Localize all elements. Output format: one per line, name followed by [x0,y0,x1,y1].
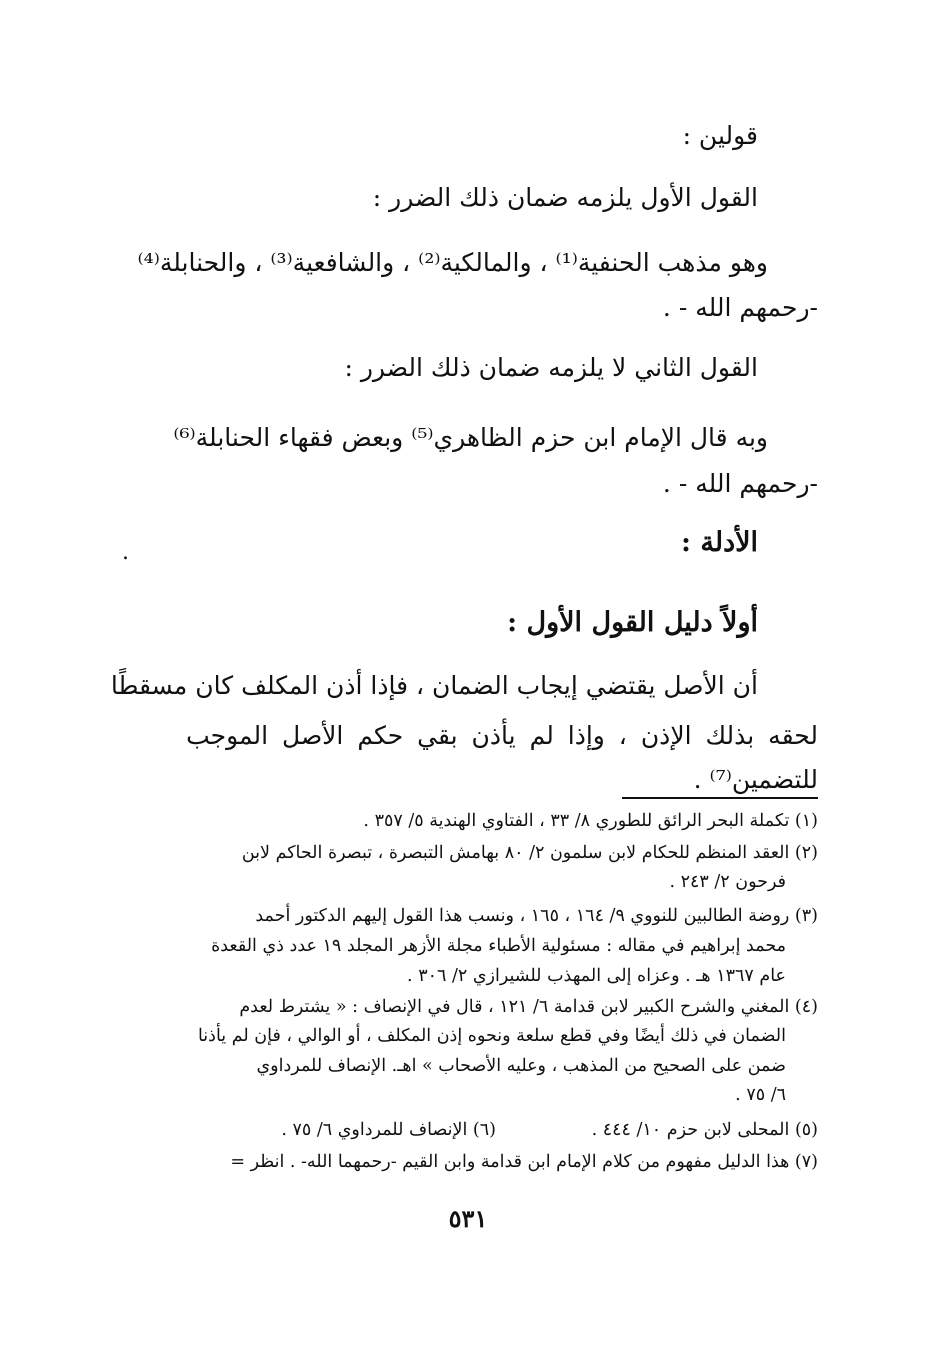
heading-second-opinion: القول الثاني لا يلزمه ضمان ذلك الضرر : [344,353,758,382]
footnote: (٦) الإنصاف للمرداوي ٦/ ٧٥ . [281,1120,496,1140]
footnote-continuation: ٦/ ٧٥ . [735,1085,786,1105]
footnote-continuation: الضمان في ذلك أيضًا وفي قطع سلعة ونحوه إذن المكلف ، أو الوالي ، فإن لم يأذنا [197,1026,786,1046]
body-line: أن الأصل يقتضي إيجاب الضمان ، فإذا أذن المكلف كان مسقطًا [110,671,758,700]
body-line: للتضمين⁽⁷⁾ . [693,765,818,794]
footnote-continuation: فرحون ٢/ ٢٤٣ . [669,872,786,892]
page-number: ٥٣١ [448,1204,488,1233]
footnote-continuation: عام ١٣٦٧ هـ . وعزاه إلى المهذب للشيرازي ٢/ ٣٠٦ . [407,966,786,986]
footnote-continuation: محمد إبراهيم في مقاله : مسئولية الأطباء مجلة الأزهر المجلد ١٩ عدد ذي القعدة [211,936,786,956]
body-line: قولين : [682,121,758,150]
heading-first-opinion: القول الأول يلزمه ضمان ذلك الضرر : [372,183,758,212]
stray-dot: . [122,540,129,565]
footnote: (٤) المغني والشرح الكبير لابن قدامة ٦/ ١٢١ ، قال في الإنصاف : « يشترط لعدم [239,997,818,1017]
footnote: (٢) العقد المنظم للحكام لابن سلمون ٢/ ٨٠ بهامش التبصرة ، تبصرة الحاكم لابن [241,843,818,863]
subheading-first-evidence: أولاً دليل القول الأول : [507,607,758,638]
footnote-continuation: ضمن على الصحيح من المذهب ، وعليه الأصحاب » اهـ. الإنصاف للمرداوي [256,1056,786,1076]
footnote: (٧) هذا الدليل مفهوم من كلام الإمام ابن قدامة وابن القيم -رحمهما الله- . انظر = [230,1152,818,1172]
footnote-separator [622,797,818,799]
body-line: لحقه بذلك الإذن ، وإذا لم يأذن بقي حكم الأصل الموجب [186,721,818,750]
section-heading-evidence: الأدلة : [681,527,758,558]
body-line: وهو مذهب الحنفية⁽¹⁾ ، والمالكية⁽²⁾ ، والشافعية⁽³⁾ ، والحنابلة⁽⁴⁾ [137,248,768,277]
body-line: وبه قال الإمام ابن حزم الظاهري⁽⁵⁾ وبعض فقهاء الحنابلة⁽⁶⁾ [173,423,768,452]
body-line: -رحمهم الله - . [662,293,818,322]
footnote: (١) تكملة البحر الرائق للطوري ٨/ ٣٣ ، الفتاوي الهندية ٥/ ٣٥٧ . [363,811,818,831]
body-line: -رحمهم الله - . [662,469,818,498]
footnote: (٣) روضة الطالبين للنووي ٩/ ١٦٤ ، ١٦٥ ، ونسب هذا القول إليهم الدكتور أحمد [255,906,818,926]
footnote: (٥) المحلى لابن حزم ١٠/ ٤٤٤ . [591,1120,818,1140]
